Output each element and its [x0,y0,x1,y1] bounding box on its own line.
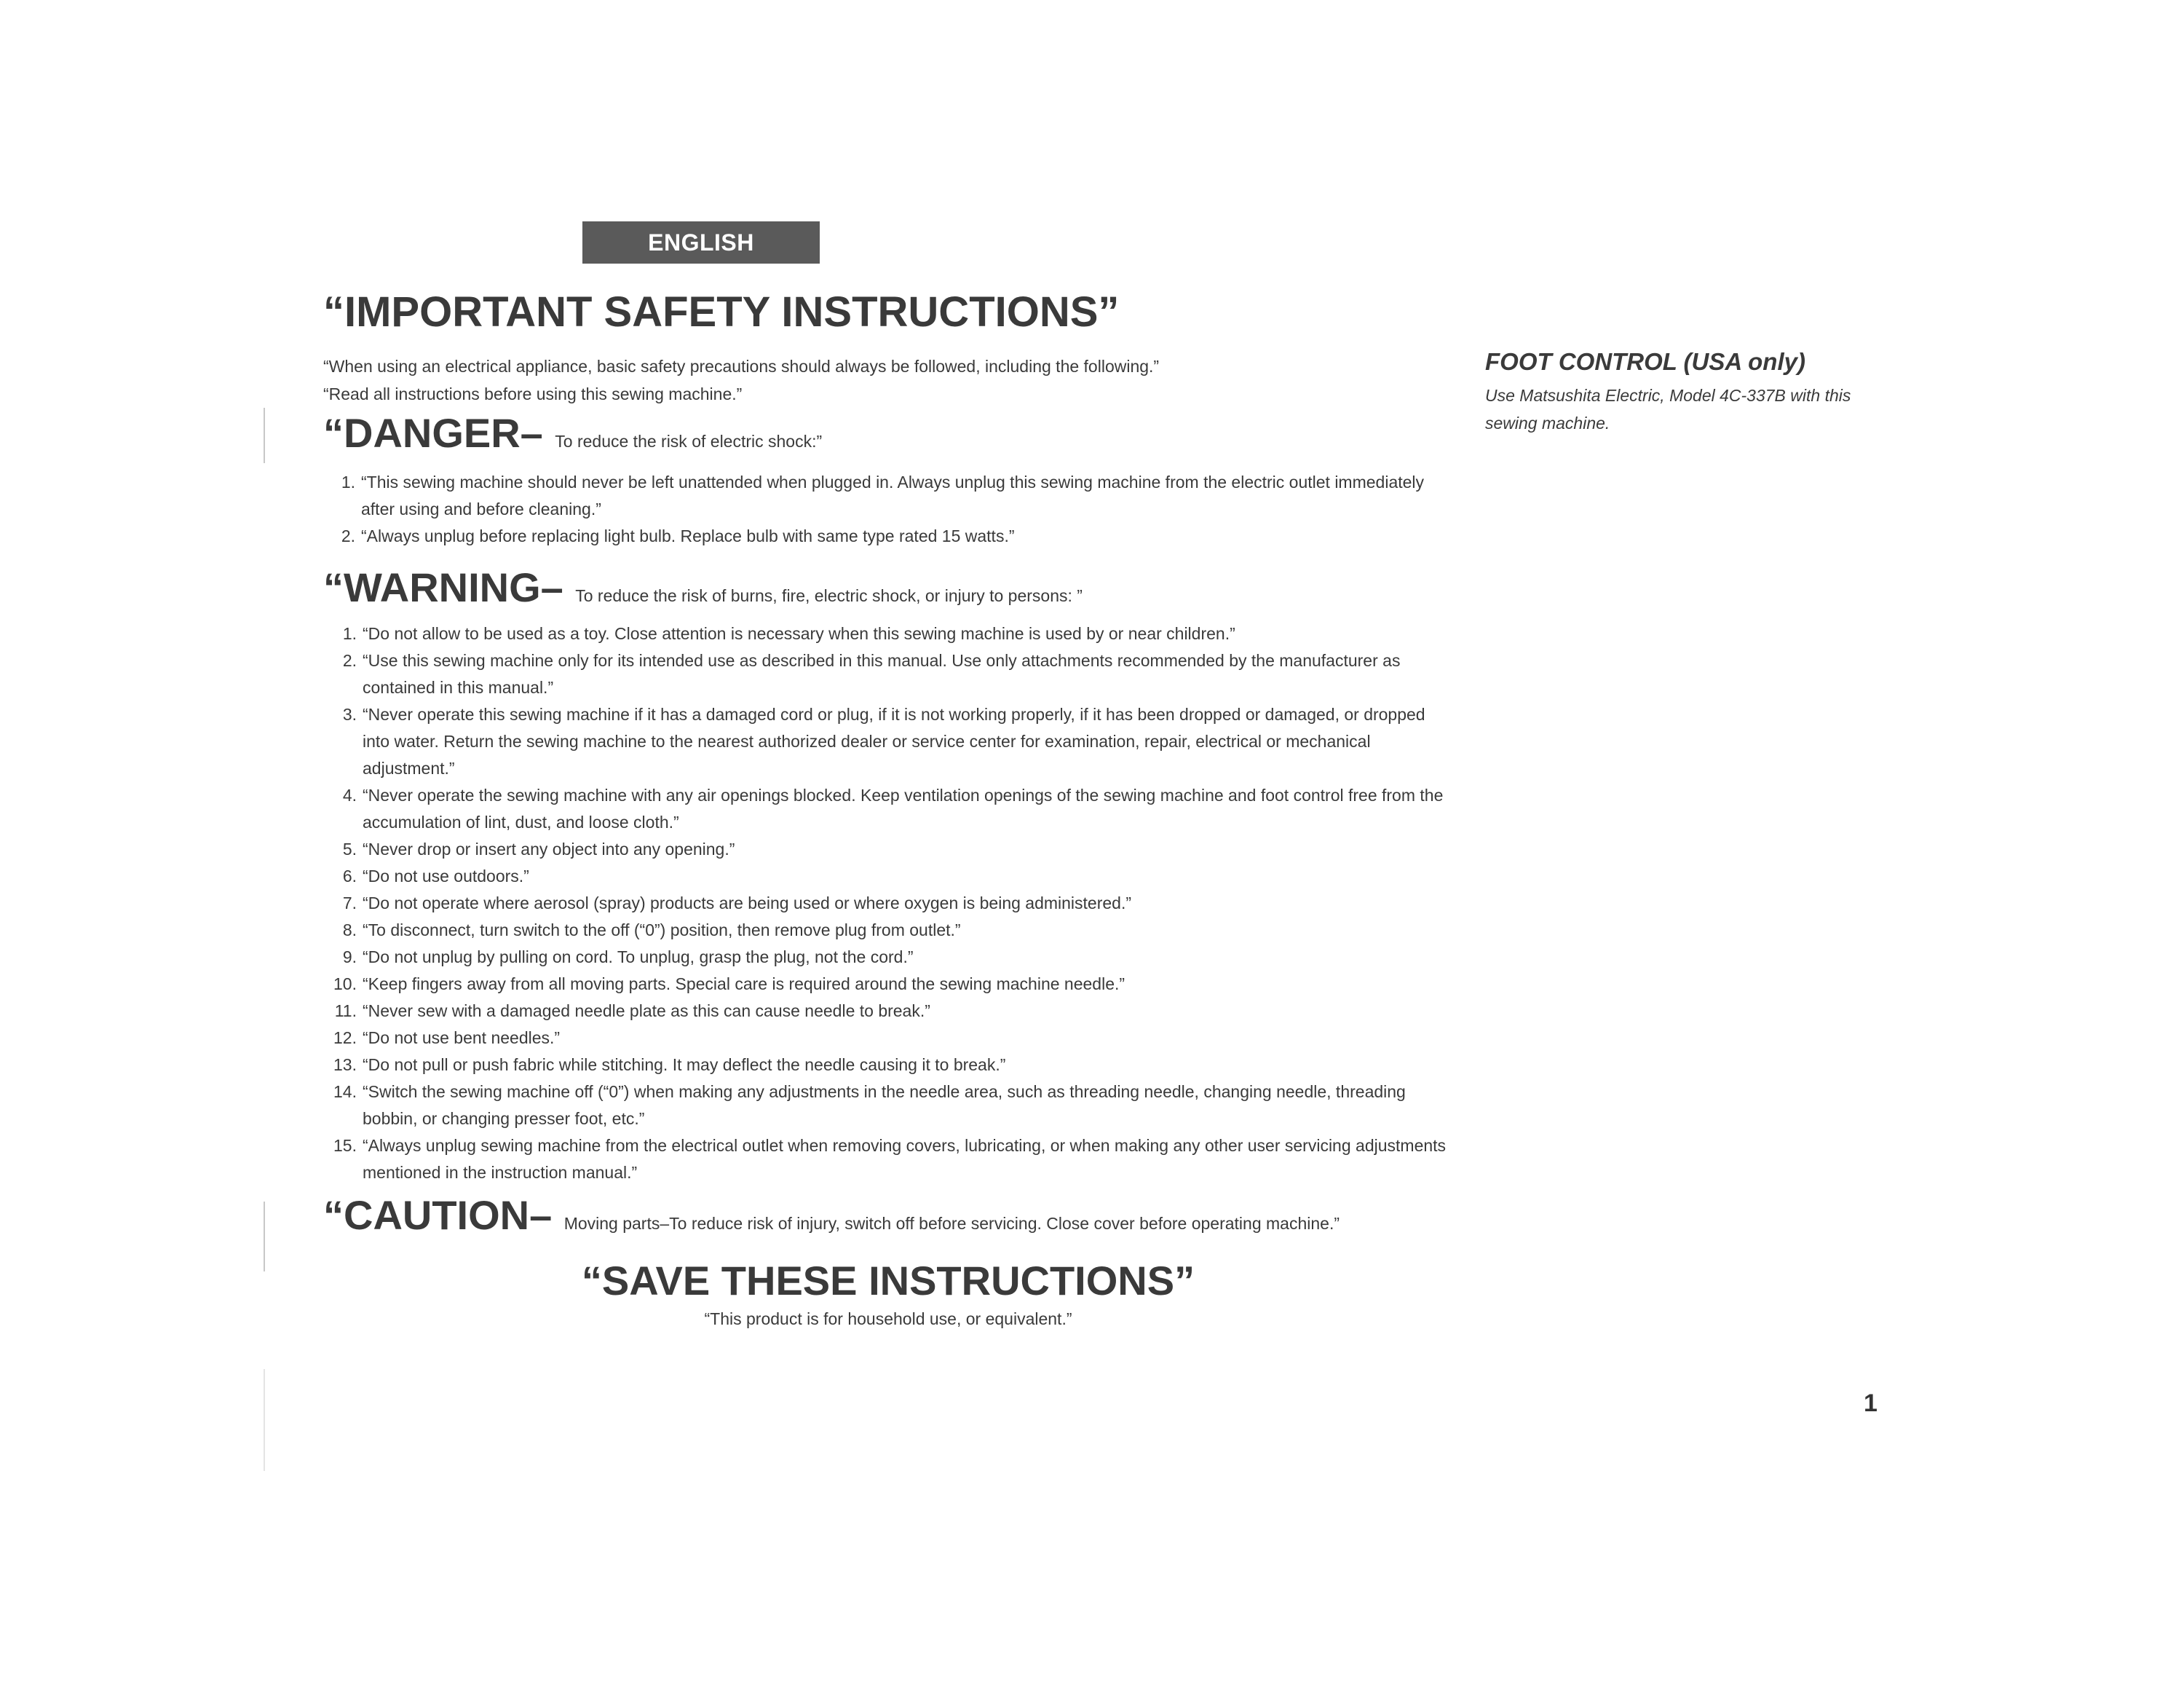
list-item [323,523,1430,550]
item-text: “Do not operate where aerosol (spray) products are being used or where oxygen is being administered.” [363,894,1132,912]
item-text: “Never sew with a damaged needle plate as this can cause needle to break.” [363,1001,930,1020]
item-number: 7. [342,894,357,912]
list-item [325,701,1450,782]
list-item [325,917,1450,944]
danger-heading [323,409,822,457]
margin-line-top [264,408,265,463]
household-use-note: “This product is for household use, or equivalent.” [704,1309,1072,1328]
item-text: “This sewing machine should never be left unattended when plugged in. Always unplug this sewing machine from the electric outlet immediately after using and before cleaning.” [361,473,1425,518]
item-number: 12. [333,1028,357,1047]
warning-heading [323,564,1083,611]
item-text: “Switch the sewing machine off (“0”) when making any adjustments in the needle area, such as threading needle, changing needle, threading bobbin, or changing presser foot, etc.” [363,1082,1406,1128]
item-text: “To disconnect, turn switch to the off (“0”) position, then remove plug from outlet.” [363,920,961,939]
item-text: “Do not use outdoors.” [363,867,529,886]
danger-list [323,469,1430,550]
item-number: 11. [334,1001,357,1020]
list-item [323,469,1430,523]
item-text: “Use this sewing machine only for its intended use as described in this manual. Use only attachments recommended by the manufacturer as contained in this manual.” [363,651,1401,697]
item-number: 1. [342,624,357,643]
item-number: 3. [342,705,357,724]
margin-line-low [264,1369,265,1471]
list-item [325,890,1450,917]
list-item [325,971,1450,998]
language-badge: ENGLISH [582,221,820,264]
item-number: 6. [342,867,357,886]
item-text: “Never operate the sewing machine with any air openings blocked. Keep ventilation openings of the sewing machine and foot control free from the accumulation of lint, dust, and loose cloth.” [363,786,1444,832]
intro-text [323,352,1159,408]
item-number: 13. [333,1055,357,1074]
list-item [325,1052,1450,1078]
item-number: 2. [342,651,357,670]
caution-label: “CAUTION– [323,1192,553,1238]
danger-label: “DANGER– [323,410,543,456]
item-text: “Never operate this sewing machine if it has a damaged cord or plug, if it is not working properly, if it has been dropped or damaged, or dropped into water. Return the sewing machine to the nearest authorized dealer or service center for examination, repair, electrical or mechanical adjustment.” [363,705,1425,778]
item-number: 10. [333,974,357,993]
item-text: “Always unplug before replacing light bulb. Replace bulb with same type rated 15 watts.” [361,526,1015,545]
item-number: 4. [342,786,357,805]
item-text: “Do not allow to be used as a toy. Close attention is necessary when this sewing machine is used by or near children.” [363,624,1235,643]
caution-heading [323,1191,1340,1239]
foot-control-title: FOOT CONTROL (USA only) [1485,348,1805,375]
list-item [325,836,1450,863]
item-number: 8. [342,920,357,939]
danger-subtitle: To reduce the risk of electric shock:” [555,432,823,451]
list-item [325,944,1450,971]
warning-subtitle: To reduce the risk of burns, fire, electric shock, or injury to persons: ” [575,586,1083,605]
item-text: “Always unplug sewing machine from the electrical outlet when removing covers, lubricating, or when making any other user servicing adjustments mentioned in the instruction manual.” [363,1136,1447,1182]
item-text: “Do not unplug by pulling on cord. To unplug, grasp the plug, not the cord.” [363,947,914,966]
foot-control-text: Use Matsushita Electric, Model 4C-337B with this sewing machine. [1485,386,1851,433]
list-item [325,998,1450,1025]
caution-subtitle: Moving parts–To reduce risk of injury, switch off before servicing. Close cover before operating machine.” [563,1214,1340,1233]
list-item [325,620,1450,647]
list-item [325,1025,1450,1052]
list-item [325,863,1450,890]
item-number: 5. [342,840,357,859]
item-number: 1. [341,473,355,492]
warning-list [325,620,1450,1186]
page-title: “IMPORTANT SAFETY INSTRUCTIONS” [323,288,1120,336]
intro-line: “Read all instructions before using this sewing machine.” [323,384,743,403]
warning-label: “WARNING– [323,564,563,610]
item-number: 14. [333,1082,357,1101]
intro-line: “When using an electrical appliance, basic safety precautions should always be followed, including the following.” [323,357,1160,376]
page-number: 1 [1864,1389,1878,1417]
list-item [325,782,1450,836]
item-number: 2. [341,526,355,545]
item-text: “Keep fingers away from all moving parts. Special care is required around the sewing machine needle.” [363,974,1125,993]
item-text: “Do not use bent needles.” [363,1028,561,1047]
list-item [325,1078,1450,1132]
item-number: 9. [342,947,357,966]
item-text: “Do not pull or push fabric while stitching. It may deflect the needle causing it to break.” [363,1055,1006,1074]
list-item [325,647,1450,701]
list-item [325,1132,1450,1186]
item-number: 15. [333,1136,357,1155]
save-instructions-title: “SAVE THESE INSTRUCTIONS” [581,1258,1195,1304]
item-text: “Never drop or insert any object into any opening.” [363,840,735,859]
